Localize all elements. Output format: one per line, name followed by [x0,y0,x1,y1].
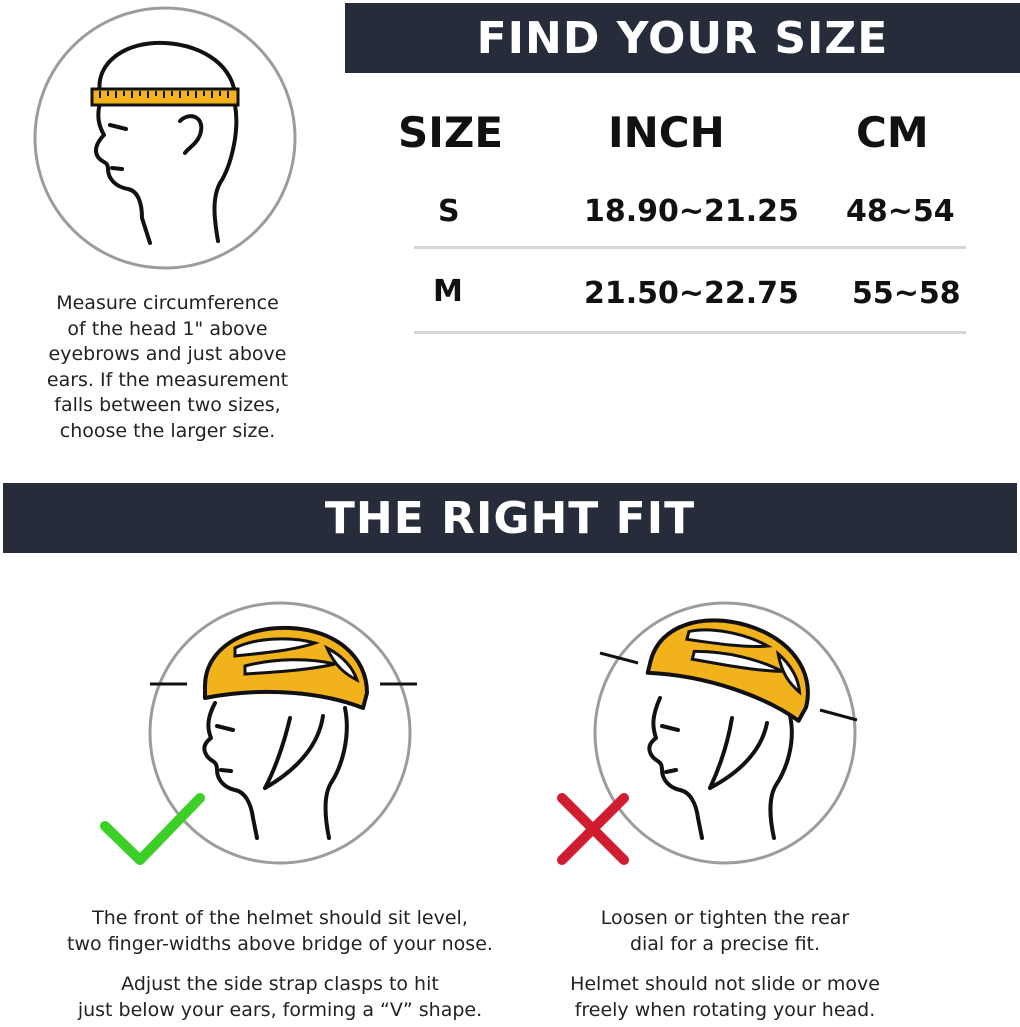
measure-note-line: choose the larger size. [59,419,276,442]
table-row-divider [414,331,966,334]
incorrect-fit-illustration [552,598,862,873]
cross-icon [562,798,624,860]
measure-note-line: ears. If the measurement [46,368,289,391]
correct-fit-caption-level [10,906,550,957]
measure-note-line: of the head 1" above [67,317,268,340]
incorrect-fit-caption-slide [500,972,950,1023]
caption-line: Adjust the side strap clasps to hit [121,973,439,995]
measure-instructions [20,291,315,444]
caption-line: The front of the helmet should sit level, [92,907,468,929]
cm-column-header: CM [856,108,929,157]
correct-fit-caption-strap [10,972,550,1023]
caption-line: Loosen or tighten the rear [600,907,850,929]
measuring-tape-icon [92,89,238,105]
table-cell-cm: 55~58 [852,276,961,311]
caption-line: Helmet should not slide or move [570,973,880,995]
measure-note-line: falls between two sizes, [54,394,281,416]
table-row-divider [414,246,966,249]
caption-line: dial for a precise fit. [629,932,821,955]
table-cell-inch: 18.90~21.25 [584,194,799,229]
measure-note-line: Measure circumference [56,292,279,314]
illustration-circle [35,8,295,268]
table-cell-inch: 21.50~22.75 [584,276,799,311]
table-cell-size: M [433,274,463,309]
size-column-header: SIZE [398,108,504,157]
incorrect-fit-caption-dial [500,906,950,957]
correct-fit-illustration [95,598,425,873]
table-cell-cm: 48~54 [846,194,955,229]
find-your-size-title: FIND YOUR SIZE [476,12,889,64]
the-right-fit-banner [3,483,1017,553]
caption-line: just below your ears, forming a “V” shape. [77,998,483,1021]
measure-note-line: eyebrows and just above [48,343,287,365]
find-your-size-banner [345,3,1020,73]
head-measurement-illustration [30,3,300,273]
check-icon [105,798,200,860]
table-cell-size: S [438,194,460,229]
caption-line: two finger-widths above bridge of your nose. [67,932,493,955]
inch-column-header: INCH [608,108,725,157]
the-right-fit-title: THE RIGHT FIT [324,492,696,544]
caption-line: freely when rotating your head. [574,998,876,1021]
